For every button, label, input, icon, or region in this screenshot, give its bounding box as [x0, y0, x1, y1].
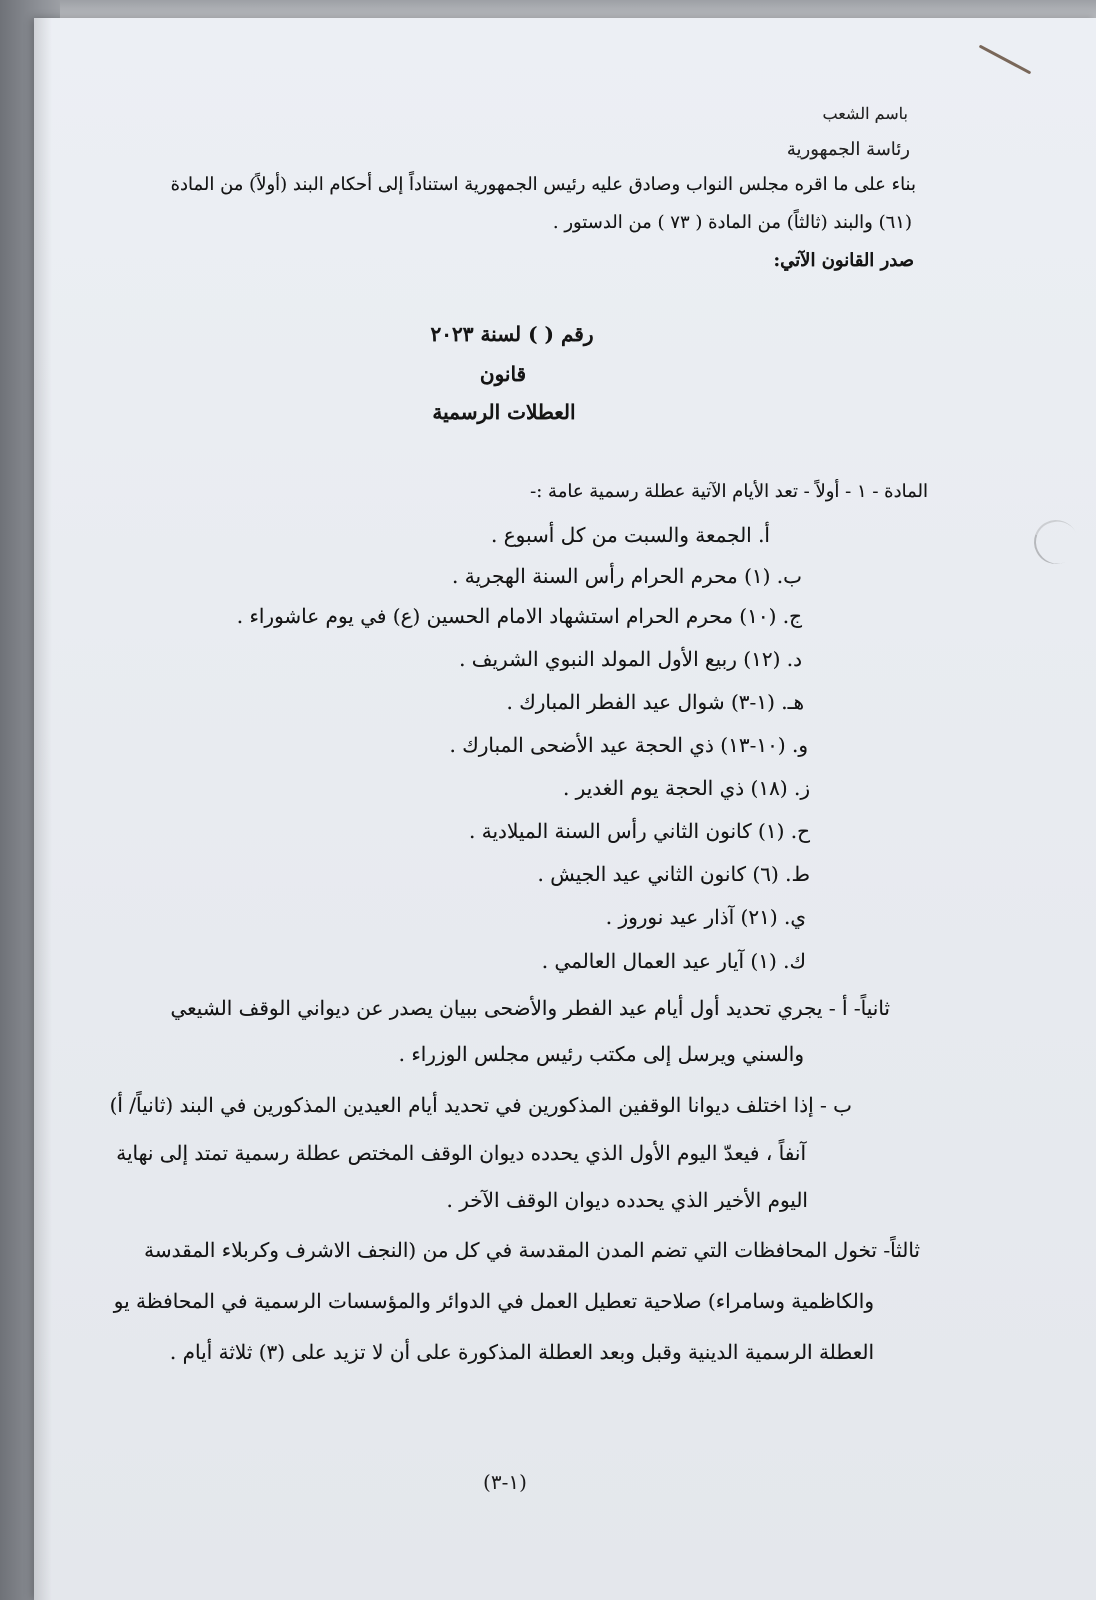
preamble-line-2: (٦١) والبند (ثالثاً) من المادة ( ٧٣ ) من الدستور . [552, 212, 912, 233]
second-a-line-1: ثانياً- أ - يجري تحديد أول أيام عيد الفطر والأضحى ببيان يصدر عن ديواني الوقف الشيعي [170, 996, 890, 1020]
third-line-2: والكاظمية وسامراء) صلاحية تعطيل العمل في الدوائر والمؤسسات الرسمية في المحافظة يو [113, 1289, 874, 1313]
preamble-line-1: بناء على ما اقره مجلس النواب وصادق عليه رئيس الجمهورية استناداً إلى أحكام البند (أولاً) من المادة [170, 174, 916, 195]
holiday-item-h: هـ. (١-٣) شوال عيد الفطر المبارك . [506, 690, 804, 714]
holiday-item-t: ط. (٦) كانون الثاني عيد الجيش . [537, 862, 810, 886]
holiday-item-c: ج. (١٠) محرم الحرام استشهاد الامام الحسين (ع) في يوم عاشوراء . [236, 604, 802, 628]
holiday-item-k: ك. (١) آيار عيد العمال العالمي . [541, 949, 806, 973]
holiday-item-w: و. (١٠-١٣) ذي الحجة عيد الأضحى المبارك . [449, 733, 808, 757]
holiday-item-a: أ. الجمعة والسبت من كل أسبوع . [491, 523, 770, 547]
third-line-1: ثالثاً- تخول المحافظات التي تضم المدن المقدسة في كل من (النجف الاشرف وكربلاء المقدسة [144, 1238, 920, 1262]
second-b-line-3: اليوم الأخير الذي يحدده ديوان الوقف الآخر . [446, 1188, 808, 1212]
third-line-3: العطلة الرسمية الدينية وقبل وبعد العطلة المذكورة على أن لا تزيد على (٣) ثلاثة أيام . [169, 1340, 874, 1364]
header-people: باسم الشعب [822, 104, 908, 123]
holiday-item-h2: ح. (١) كانون الثاني رأس السنة الميلادية . [469, 819, 810, 843]
page-number: (١-٣) [483, 1470, 527, 1494]
second-b-line-2: آنفاً ، فيعدّ اليوم الأول الذي يحدده ديوان الوقف المختص عطلة رسمية تمتد إلى نهاية [116, 1141, 806, 1165]
law-title: قانون [479, 362, 527, 386]
law-number-year: رقم ( ) لسنة ٢٠٢٣ [430, 322, 594, 346]
holiday-item-z: ز. (١٨) ذي الحجة يوم الغدير . [562, 776, 810, 800]
second-b-line-1: ب - إذا اختلف ديوانا الوقفين المذكورين في تحديد أيام العيدين المذكورين في البند (ثانياً/ أ) [109, 1093, 852, 1117]
law-subject: العطلات الرسمية [432, 400, 576, 424]
issued-line: صدر القانون الآتي: [773, 250, 914, 271]
holiday-item-y: ي. (٢١) آذار عيد نوروز . [605, 905, 806, 929]
holiday-item-b: ب. (١) محرم الحرام رأس السنة الهجرية . [452, 564, 802, 588]
holiday-item-d: د. (١٢) ربيع الأول المولد النبوي الشريف . [459, 647, 802, 671]
second-a-line-2: والسني ويرسل إلى مكتب رئيس مجلس الوزراء . [398, 1042, 804, 1066]
article-one-intro: المادة - ١ - أولاً - تعد الأيام الآتية عطلة رسمية عامة :- [530, 481, 928, 502]
header-presidency: رئاسة الجمهورية [786, 139, 910, 160]
